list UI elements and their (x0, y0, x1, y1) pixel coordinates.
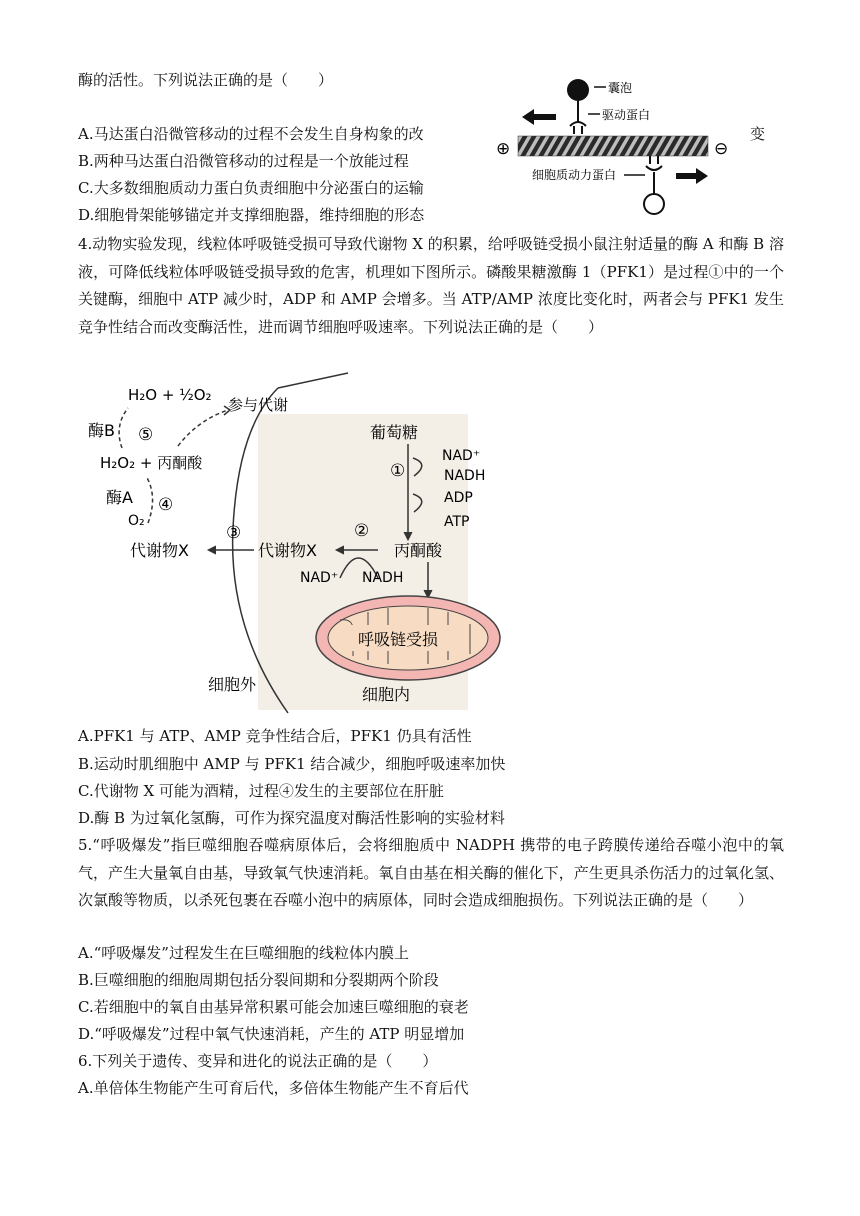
o2-label: O₂ (128, 513, 145, 529)
right-arrow-icon (676, 168, 708, 184)
q6-option-a: A.单倍体生物能产生可育后代，多倍体生物能产生不育后代 (78, 1079, 469, 1097)
plus-end-label: ⊕ (496, 139, 511, 159)
q4-option-d: D.酶 B 为过氧化氢酶，可作为探究温度对酶活性影响的实验材料 (78, 809, 505, 827)
metabolite-x-outside-label: 代谢物X (130, 541, 189, 560)
h2o-half-o2-label: H₂O + ½O₂ (128, 386, 212, 404)
adp-label: ADP (444, 490, 473, 506)
step-3-label: ③ (226, 523, 242, 543)
metabolism-figure (78, 368, 486, 713)
step-1-label: ① (390, 461, 406, 481)
glucose-label: 葡萄糖 (370, 423, 419, 442)
q3-option-d: D.细胞骨架能够锚定并支撑细胞器，维持细胞的形态 (78, 206, 425, 224)
minus-end-label: ⊖ (714, 139, 729, 159)
atp-label: ATP (444, 514, 470, 530)
q4-option-a: A.PFK1 与 ATP、AMP 竞争性结合后，PFK1 仍具有活性 (78, 727, 472, 745)
q4-stem: 4.动物实验发现，线粒体呼吸链受损可导致代谢物 X 的积累，给呼吸链受损小鼠注射适量的酶 A 和酶 B 溶液，可降低线粒体呼吸链受损导致的危害，机理如下图所示。磷酸果糖激酶 1（PFK1）是过程①中的一个关键酶，细胞中 ATP 减少时，ADP 和 AMP 会增多。当 ATP/AMP 浓度比变化时，两者会与 PFK1 发生竞争性结合而改变酶活性，进而调节细胞呼吸速率。下列说法正确的是（ ） (78, 235, 784, 336)
q3-option-c: C.大多数细胞质动力蛋白负责细胞中分泌蛋白的运输 (78, 179, 424, 197)
nadh-2-label: NADH (362, 570, 404, 586)
step-2-label: ② (354, 521, 370, 541)
q4-option-c: C.代谢物 X 可能为酒精，过程④发生的主要部位在肝脏 (78, 782, 444, 800)
q3-stem-tail: 酶的活性。下列说法正确的是（ ） (78, 71, 334, 89)
q3-option-b: B.两种马达蛋白沿微管移动的过程是一个放能过程 (78, 152, 409, 170)
pyruvate-label: 丙酮酸 (394, 541, 443, 560)
q5-option-b: B.巨噬细胞的细胞周期包括分裂间期和分裂期两个阶段 (78, 971, 439, 989)
enzyme-a-label: 酶A (106, 488, 133, 507)
q3-option-a: A.马达蛋白沿微管移动的过程不会发生自身构象的改 (78, 125, 424, 143)
vesicle-label: 囊泡 (608, 81, 633, 95)
left-arrow-icon (522, 109, 556, 125)
nadh-1-label: NADH (444, 468, 486, 484)
q5-option-a: A.“呼吸爆发”过程发生在巨噬细胞的线粒体内膜上 (78, 944, 409, 962)
h2o2-pyruvate-label: H₂O₂ + 丙酮酸 (100, 454, 203, 472)
drive-protein-label: 驱动蛋白 (602, 108, 651, 122)
q5-stem: 5.“呼吸爆发”指巨噬细胞吞噬病原体后，会将细胞质中 NADPH 携带的电子跨膜传递给吞噬小泡中的氧气，产生大量氧自由基，导致氧气快速消耗。氧自由基在相关酶的催化下，产生更具杀伤活力的过氧化氢、次氯酸等物质，以杀死包裹在吞噬小泡中的病原体，同时会造成细胞损伤。下列说法正确的是（ ） (78, 836, 784, 909)
q6-stem: 6.下列关于遗传、变异和进化的说法正确的是（ ） (78, 1052, 438, 1070)
motor-protein-figure (490, 68, 740, 228)
step-4-label: ④ (158, 495, 174, 515)
nad-plus-1-label: NAD⁺ (442, 448, 481, 464)
outside-cell-label: 细胞外 (208, 675, 257, 694)
q4-option-b: B.运动时肌细胞中 AMP 与 PFK1 结合减少，细胞呼吸速率加快 (78, 755, 506, 773)
q5-option-d: D.“呼吸爆发”过程中氧气快速消耗，产生的 ATP 明显增加 (78, 1025, 465, 1043)
q5-option-c: C.若细胞中的氧自由基异常积累可能会加速巨噬细胞的衰老 (78, 998, 469, 1016)
participate-metabolism-label: 参与代谢 (228, 396, 289, 414)
nad-plus-2-label: NAD⁺ (300, 570, 339, 586)
enzyme-b-label: 酶B (88, 421, 115, 440)
q3-option-a-continued: 变 (750, 125, 766, 143)
metabolite-x-inside-label: 代谢物X (258, 541, 317, 560)
inside-cell-label: 细胞内 (362, 685, 411, 704)
step-5-label: ⑤ (138, 425, 154, 445)
dynein-vesicle-shape (644, 194, 664, 214)
dynein-label: 细胞质动力蛋白 (532, 168, 617, 182)
microtubule (518, 136, 708, 156)
vesicle-shape (567, 79, 589, 101)
respiratory-chain-damaged-label: 呼吸链受损 (358, 630, 439, 649)
